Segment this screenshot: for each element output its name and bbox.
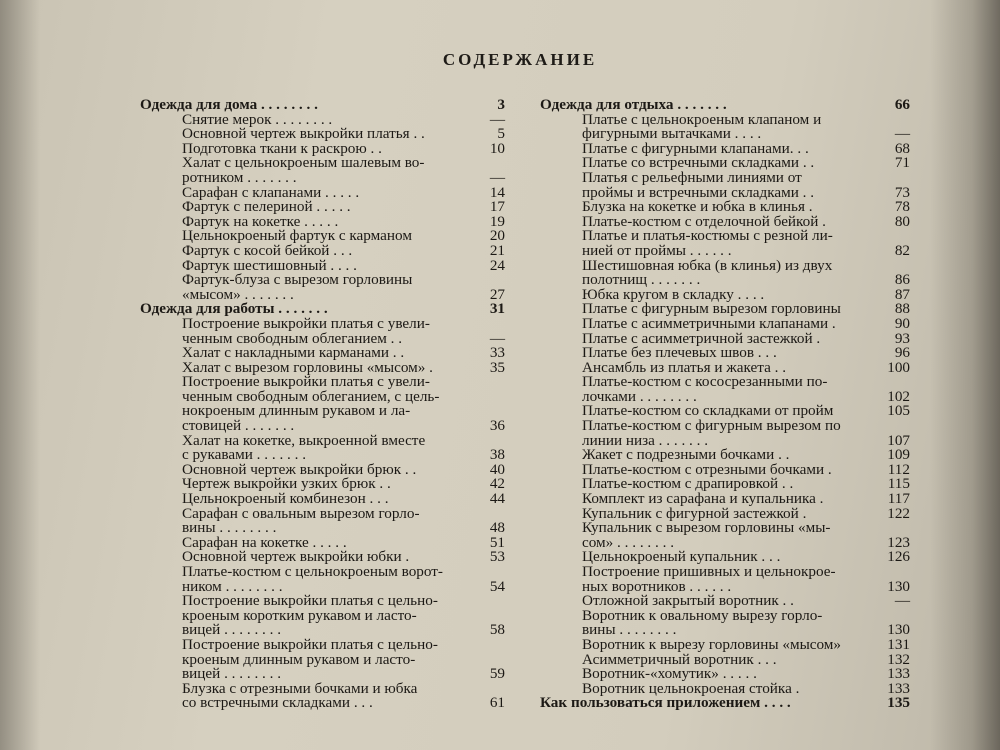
toc-entry-title: Платье-костюм с драпировкой . . [582,475,794,493]
toc-entry-title: Цельнокроеный фартук с карманом [182,227,412,245]
toc-page-number: 38 [489,446,505,464]
toc-page-number: 71 [894,154,910,172]
toc-section-heading [540,696,910,711]
toc-page-number: 122 [887,504,910,522]
toc-page-number: 66 [894,96,910,113]
toc-entry [540,419,910,448]
toc-page-number: 33 [489,344,505,362]
toc-entry-title: Воротник к вырезу горловины «мысом» [582,635,842,653]
toc-entry [540,229,910,258]
toc-page-number: 105 [887,402,910,420]
toc-page-number: 10 [489,139,505,157]
toc-page-number: 93 [894,329,910,347]
toc-entry-title: Платье с цельнокроеным клапаном и фигурными вытачками . . . . [582,110,822,143]
toc-page-number: 131 [887,635,910,653]
toc-page-number: — [489,329,505,347]
toc-entry-title: Комплект из сарафана и купальника . [582,490,824,508]
toc-entry-title: Халат на кокетке, выкроенной вместе с рукавами . . . . . . . [182,431,426,464]
toc-entry-title: Платье-костюм с отделочной бейкой . [582,212,826,230]
toc-entry-title: Фартук шестишовный . . . . [182,256,357,274]
toc-entry-title: Цельнокроеный комбинезон . . . [182,490,389,508]
toc-entry-title: Халат с цельнокроеным шалевым во- ротником . . . . . . . [182,154,425,186]
toc-entry [540,110,910,143]
toc-entry-title: Одежда для дома . . . . . . . . [140,96,318,113]
toc-entry-title: Воротник цельнокроеная стойка . [582,679,800,697]
toc-page-number: 61 [489,694,505,712]
toc-page-number: 126 [887,548,910,566]
toc-page-number: — [894,125,910,143]
toc-entry-title: Блузка с отрезными бочками и юбка со встречными складками . . . [182,679,418,712]
toc-entry-title: Отложной закрытый воротник . . [582,592,794,610]
toc-entry-title: Сарафан на кокетке . . . . . [182,533,347,551]
toc-page-number: 102 [887,387,910,405]
toc-page-number: 86 [894,271,910,289]
toc-entry-title: Одежда для работы . . . . . . . [140,300,328,318]
toc-page-number: 78 [894,198,910,216]
toc-page-number: 21 [489,241,505,259]
toc-page-number: 130 [887,577,910,595]
toc-column-left [140,98,505,711]
toc-page-number: 107 [887,431,910,449]
toc-page-number: 123 [887,533,910,551]
toc-entry [140,273,505,302]
toc-entry-title: Платье с фигурными клапанами. . . [582,139,809,157]
toc-entry-title: Сарафан с клапанами . . . . . [182,183,360,201]
toc-page-number: 96 [894,344,910,362]
toc-entry [140,679,505,712]
toc-page-number: 88 [894,300,910,318]
toc-entry-title: Платья с рельефными линиями от проймы и встречными складками . . [582,168,815,201]
toc-page-number: 68 [894,139,910,157]
toc-entry-title: Подготовка ткани к раскрою . . [182,139,382,157]
toc-page-number: 17 [489,198,505,216]
toc-entry-title: Одежда для отдыха . . . . . . . [540,96,727,113]
toc-page-number: 112 [887,460,910,478]
toc-entry-title: Основной чертеж выкройки брюк . . [182,460,417,478]
toc-entry-title: Фартук с косой бейкой . . . [182,241,353,259]
toc-page-number: 133 [887,679,910,697]
toc-page-number: 132 [887,650,910,668]
toc-entry-title: Платье без плечевых швов . . . [582,344,777,362]
toc-page-number: 133 [887,665,910,683]
toc-entry [540,521,910,550]
toc-page-number: — [489,110,505,128]
toc-entry-title: Платье с асимметричными клапанами . [582,314,836,332]
toc-page-number: — [894,592,910,610]
toc-entry-title: Снятие мерок . . . . . . . . [182,110,333,128]
toc-entry [140,375,505,433]
toc-entry-title: Платье с асимметричной застежкой . [582,329,821,347]
toc-entry [540,565,910,594]
page-title: СОДЕРЖАНИЕ [442,50,598,69]
toc-page-number: 5 [497,125,505,143]
toc-page-number: 36 [489,417,505,435]
toc-entry [540,375,910,404]
toc-entry-title: Сарафан с овальным вырезом горло- вины . . . . . . . . [182,504,420,537]
toc-page-number: 51 [489,533,505,551]
toc-entry [540,256,910,289]
toc-page-number: 100 [887,358,910,376]
toc-entry-title: Воротник-«хомутик» . . . . . [582,665,757,683]
toc-entry-title: Построение пришивных и цельнокрое- ных воротников . . . . . . [582,563,836,595]
toc-page-number: 90 [894,314,910,332]
toc-entry [140,565,505,594]
toc-entry-title: Асимметричный воротник . . . [582,650,777,668]
toc-entry-title: Фартук на кокетке . . . . . [182,212,339,230]
toc-page-number: 115 [887,475,910,493]
toc-entry-title: Чертеж выкройки узких брюк . . [182,475,391,493]
toc-entry-title: Жакет с подрезными бочками . . [582,446,790,464]
toc-entry-title: Платье с фигурным вырезом горловины [582,300,841,318]
toc-page-number: 27 [489,285,505,303]
toc-entry-title: Юбка кругом в складку . . . . [582,285,765,303]
toc-entry-title: Купальник с вырезом горловины «мы- сом» . . . . . . . . [582,519,831,551]
toc-entry-title: Платье со встречными складками . . [582,154,815,172]
toc-entry-title: Халат с накладными карманами . . [182,344,405,362]
toc-entry-title: Платье-костюм с отрезными бочками . [582,460,832,478]
toc-entry-title: Цельнокроеный купальник . . . [582,548,781,566]
toc-page-number: 53 [489,548,505,566]
toc-page-number: — [489,168,505,186]
toc-page-number: 20 [489,227,505,245]
toc-entry-title: Платье и платья-костюмы с резной ли- нией от проймы . . . . . . [582,227,833,259]
toc-page-number: 24 [489,256,505,274]
toc-entry [140,431,505,464]
toc-page-number: 48 [489,519,505,537]
toc-entry-title: Построение выкройки платья с цельно- кроеным коротким рукавом и ласто- вицей . . . . . . . . [182,592,438,639]
toc-page-number: 3 [497,96,505,113]
toc-entry-title: Платье-костюм с цельнокроеным ворот- ником . . . . . . . . [182,563,443,595]
toc-page-number: 58 [489,621,505,639]
toc-entry-title: Халат с вырезом горловины «мысом» . [182,358,433,376]
toc-page-number: 40 [489,460,505,478]
toc-entry [140,504,505,537]
toc-page-number: 19 [489,212,505,230]
toc-entry-title: Ансамбль из платья и жакета . . [582,358,786,376]
toc-entry-title: Блузка на кокетке и юбка в клинья . [582,198,813,216]
toc-page-number: 42 [489,475,505,493]
toc-page-number: 54 [489,577,505,595]
toc-page-number: 59 [489,665,505,683]
toc-entry [540,168,910,201]
toc-page-number: 117 [887,490,910,508]
toc-entry-title: Как пользоваться приложением . . . . [540,694,791,712]
toc-entry [140,594,505,638]
toc-page-number: 87 [894,285,910,303]
toc-page-number: 44 [489,490,505,508]
toc-entry [540,606,910,639]
toc-entry-title: Построение выкройки платья с увели- ченным свободным облеганием, с цель- нокроеным длинным рукавом и ла- стовицей . . . . . . . [182,373,440,435]
toc-page-number: 135 [887,694,910,712]
page-edge-shadow [930,0,1000,750]
toc-entry [140,314,505,347]
toc-page-number: 109 [887,446,910,464]
toc-entry-title: Фартук-блуза с вырезом горловины «мысом» . . . . . . . [182,271,413,303]
toc-page-number: 31 [489,300,505,318]
toc-page-number: 35 [489,358,505,376]
toc-column-right [540,98,910,711]
toc-entry-title: Построение выкройки платья с увели- ченным свободным облеганием . . [182,314,430,347]
toc-entry-title: Построение выкройки платья с цельно- кроеным длинным рукавом и ласто- вицей . . . . . . . . [182,635,438,683]
toc-entry-title: Платье-костюм со складками от пройм [582,402,834,420]
toc-entry-title: Платье-костюм с кососрезанными по- лочками . . . . . . . . [582,373,828,405]
toc-page-number: 130 [887,621,910,639]
toc-entry [140,156,505,185]
toc-entry-title: Фартук с пелериной . . . . . [182,198,351,216]
page-gutter-shadow [0,0,40,750]
toc-page-number: 82 [894,241,910,259]
toc-page-number: 73 [894,183,910,201]
toc-entry-title: Воротник к овальному вырезу горло- вины . . . . . . . . [582,606,823,639]
toc-entry-title: Основной чертеж выкройки платья . . [182,125,425,143]
toc-entry-title: Основной чертеж выкройки юбки . [182,548,410,566]
toc-entry [140,635,505,683]
toc-entry-title: Купальник с фигурной застежкой . [582,504,807,522]
toc-page-number: 80 [894,212,910,230]
toc-entry-title: Платье-костюм с фигурным вырезом по линии низа . . . . . . . [582,417,841,449]
toc-entry-title: Шестишовная юбка (в клинья) из двух полотнищ . . . . . . . [582,256,833,289]
toc-page-number: 14 [489,183,505,201]
